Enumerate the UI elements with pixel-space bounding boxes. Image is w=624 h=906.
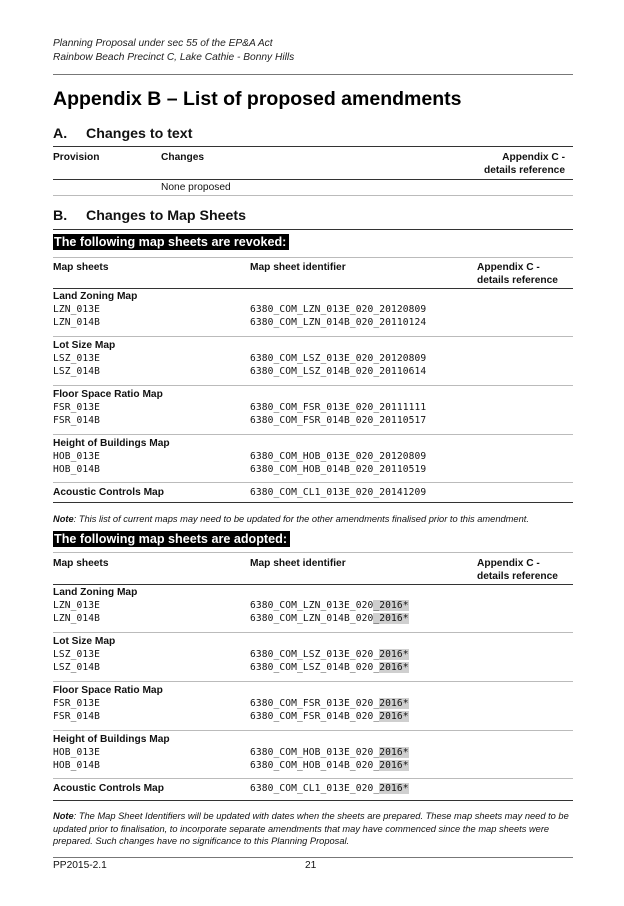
map-sheet-identifier: 6380_COM_LZN_013E_020_20120809 [250, 304, 427, 315]
revoked-group-name: Lot Size Map [53, 340, 116, 351]
identifier-date-placeholder: 2016* [379, 649, 409, 660]
col-appendix-ref-line2: details reference [484, 165, 565, 176]
row-divider [53, 681, 573, 682]
map-sheet: FSR_013E [53, 402, 101, 413]
map-sheet-identifier: 6380_COM_CL1_013E_020_20141209 [250, 487, 427, 498]
identifier-base: 6380_COM_HOB_014B_020_ [250, 760, 380, 771]
revoked-group-name: Height of Buildings Map [53, 438, 170, 449]
map-sheet: FSR_014B [53, 711, 101, 722]
row-divider [53, 730, 573, 731]
adopted-note [53, 810, 573, 848]
revoked-group-name: Floor Space Ratio Map [53, 389, 163, 400]
identifier-base: 6380_COM_LZN_013E_020 [250, 600, 374, 611]
adopted-table-top-rule [53, 552, 573, 553]
map-sheet-identifier [250, 782, 409, 795]
adopted-col-ref-line2: details reference [477, 571, 558, 582]
section-a-number: A. [53, 126, 68, 142]
running-header [53, 37, 294, 65]
revoked-group-name: Acoustic Controls Map [53, 487, 164, 498]
adopted-header-rule [53, 584, 573, 585]
section-b-number: B. [53, 208, 68, 224]
adopted-group-name: Land Zoning Map [53, 587, 138, 598]
revoked-banner: The following map sheets are revoked: [53, 234, 289, 250]
page-title: Appendix B – List of proposed amendments [53, 88, 462, 110]
revoked-table-bottom-rule [53, 502, 573, 503]
row-divider [53, 385, 573, 386]
revoked-col-ref-line2: details reference [477, 275, 558, 286]
changes-value: None proposed [161, 182, 231, 193]
identifier-base: 6380_COM_LSZ_014B_020_ [250, 662, 380, 673]
adopted-group-name: Height of Buildings Map [53, 734, 170, 745]
header-line-1: Planning Proposal under sec 55 of the EP&A Act [53, 38, 273, 49]
map-sheet-identifier [250, 746, 409, 759]
table-a-header-rule [53, 179, 573, 180]
adopted-banner: The following map sheets are adopted: [53, 531, 290, 547]
map-sheet-identifier [250, 612, 409, 625]
revoked-note [53, 513, 573, 526]
identifier-date-placeholder: _2016* [373, 613, 409, 624]
col-provision: Provision [53, 152, 100, 163]
revoked-header-rule [53, 288, 573, 289]
section-a-heading [53, 126, 192, 142]
map-sheet-identifier: 6380_COM_LSZ_014B_020_20110614 [250, 366, 427, 377]
identifier-date-placeholder: 2016* [379, 760, 409, 771]
row-divider [53, 434, 573, 435]
row-divider [53, 778, 573, 779]
identifier-date-placeholder: _2016* [373, 600, 409, 611]
footer-doc-id: PP2015-2.1 [53, 860, 107, 871]
section-b-title: Changes to Map Sheets [86, 208, 247, 224]
map-sheet: LSZ_013E [53, 353, 101, 364]
identifier-date-placeholder: 2016* [379, 698, 409, 709]
header-rule [53, 74, 573, 75]
revoked-col-identifier: Map sheet identifier [250, 262, 346, 273]
col-changes: Changes [161, 152, 205, 163]
section-b-heading [53, 208, 246, 224]
identifier-date-placeholder: 2016* [379, 711, 409, 722]
header-line-2: Rainbow Beach Precinct C, Lake Cathie - Bonny Hills [53, 52, 295, 63]
map-sheet: HOB_014B [53, 760, 101, 771]
row-divider [53, 482, 573, 483]
table-a-top-rule [53, 146, 573, 147]
map-sheet: FSR_013E [53, 698, 101, 709]
note-label: Note [53, 514, 74, 524]
map-sheet-identifier [250, 710, 409, 723]
revoked-col-ref [477, 261, 558, 287]
identifier-base: 6380_COM_LSZ_013E_020_ [250, 649, 380, 660]
map-sheet: FSR_014B [53, 415, 101, 426]
revoked-col-sheets: Map sheets [53, 262, 109, 273]
adopted-col-ref [477, 557, 558, 583]
map-sheet-identifier: 6380_COM_HOB_013E_020_20120809 [250, 451, 427, 462]
map-sheet-identifier [250, 697, 409, 710]
note-text: : This list of current maps may need to be updated for the other amendments finalised prior to this amendment. [73, 514, 529, 524]
adopted-group-name: Acoustic Controls Map [53, 783, 164, 794]
note-text: : The Map Sheet Identifiers will be updated with dates when the sheets are prepared. These map sheets may need to be updated prior to finalisation, to incorporate separate amendments that may have commenced since the map sheets were prepared. Such changes have no significance to this Planning Proposal. [53, 811, 569, 846]
adopted-group-name: Lot Size Map [53, 636, 116, 647]
map-sheet: LSZ_013E [53, 649, 101, 660]
map-sheet-identifier [250, 648, 409, 661]
identifier-base: 6380_COM_FSR_014B_020_ [250, 711, 380, 722]
map-sheet: HOB_013E [53, 451, 101, 462]
revoked-col-ref-line1: Appendix C - [477, 262, 540, 273]
identifier-base: 6380_COM_HOB_013E_020_ [250, 747, 380, 758]
adopted-col-ref-line1: Appendix C - [477, 558, 540, 569]
map-sheet-identifier [250, 759, 409, 772]
identifier-date-placeholder: 2016* [379, 747, 409, 758]
col-appendix-ref-line1: Appendix C - [502, 152, 565, 163]
map-sheet-identifier: 6380_COM_LZN_014B_020_20110124 [250, 317, 427, 328]
adopted-col-sheets: Map sheets [53, 558, 109, 569]
identifier-date-placeholder: 2016* [379, 783, 409, 794]
map-sheet: LSZ_014B [53, 366, 101, 377]
map-sheet: LZN_013E [53, 600, 101, 611]
table-a-bottom-rule [53, 195, 573, 196]
col-appendix-ref [470, 151, 565, 177]
revoked-table-top-rule [53, 257, 573, 258]
map-sheet: LZN_014B [53, 613, 101, 624]
identifier-date-placeholder: 2016* [379, 662, 409, 673]
adopted-table-bottom-rule [53, 800, 573, 801]
adopted-col-identifier: Map sheet identifier [250, 558, 346, 569]
adopted-group-name: Floor Space Ratio Map [53, 685, 163, 696]
map-sheet: HOB_014B [53, 464, 101, 475]
footer-rule [53, 857, 573, 858]
map-sheet: HOB_013E [53, 747, 101, 758]
row-divider [53, 336, 573, 337]
section-a-title: Changes to text [86, 126, 193, 142]
map-sheet-identifier [250, 661, 409, 674]
map-sheet: LZN_013E [53, 304, 101, 315]
map-sheet: LZN_014B [53, 317, 101, 328]
map-sheet-identifier: 6380_COM_FSR_014B_020_20110517 [250, 415, 427, 426]
note-label: Note [53, 811, 74, 821]
map-sheet-identifier: 6380_COM_FSR_013E_020_20111111 [250, 402, 427, 413]
map-sheet-identifier: 6380_COM_HOB_014B_020_20110519 [250, 464, 427, 475]
identifier-base: 6380_COM_FSR_013E_020_ [250, 698, 380, 709]
identifier-base: 6380_COM_CL1_013E_020_ [250, 783, 380, 794]
identifier-base: 6380_COM_LZN_014B_020 [250, 613, 374, 624]
map-sheet: LSZ_014B [53, 662, 101, 673]
page-number: 21 [305, 860, 317, 871]
revoked-group-name: Land Zoning Map [53, 291, 138, 302]
section-b-rule [53, 229, 573, 230]
row-divider [53, 632, 573, 633]
map-sheet-identifier: 6380_COM_LSZ_013E_020_20120809 [250, 353, 427, 364]
map-sheet-identifier [250, 599, 409, 612]
